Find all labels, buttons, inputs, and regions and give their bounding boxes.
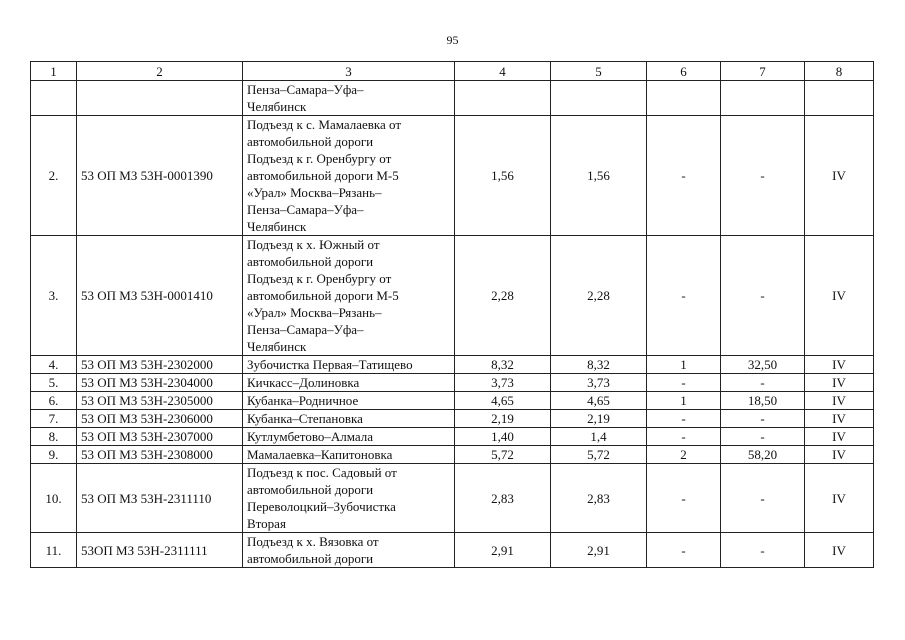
road-category: IV	[805, 533, 874, 568]
bridge-length: -	[721, 116, 805, 236]
bridge-length: -	[721, 236, 805, 356]
road-name	[243, 533, 455, 568]
row-number: 7.	[31, 410, 77, 428]
road-name-line: Челябинск	[247, 219, 307, 234]
roads-table	[30, 61, 874, 568]
length-total: 2,83	[455, 464, 551, 533]
table-row	[31, 464, 874, 533]
road-name-line: автомобильной дороги	[247, 134, 374, 149]
road-name-line: Пенза–Самара–Уфа–	[247, 202, 364, 217]
bridge-length	[721, 81, 805, 116]
length-value: 3,73	[551, 374, 647, 392]
road-name-line: автомобильной дороги	[247, 254, 374, 269]
road-name	[243, 446, 455, 464]
table-row	[31, 374, 874, 392]
road-category: IV	[805, 392, 874, 410]
road-name-line: «Урал» Москва–Рязань–	[247, 185, 382, 200]
road-name-line: «Урал» Москва–Рязань–	[247, 305, 382, 320]
bridge-length: -	[721, 428, 805, 446]
road-name	[243, 428, 455, 446]
row-number: 4.	[31, 356, 77, 374]
column-header: 7	[721, 62, 805, 81]
road-name	[243, 116, 455, 236]
length-value: 1,4	[551, 428, 647, 446]
road-id: 53 ОП МЗ 53Н-2304000	[77, 374, 243, 392]
road-category: IV	[805, 356, 874, 374]
bridge-length: -	[721, 464, 805, 533]
column-header: 1	[31, 62, 77, 81]
road-name-line: Пенза–Самара–Уфа–	[247, 82, 364, 97]
header-row	[31, 62, 874, 81]
road-name-line: Переволоцкий–Зубочистка	[247, 499, 396, 514]
length-total: 2,28	[455, 236, 551, 356]
road-name-line: Кубанка–Степановка	[247, 411, 363, 426]
bridge-count: 1	[647, 356, 721, 374]
road-id	[77, 81, 243, 116]
road-category: IV	[805, 446, 874, 464]
bridge-count: 2	[647, 446, 721, 464]
row-number: 3.	[31, 236, 77, 356]
road-name	[243, 464, 455, 533]
row-number: 8.	[31, 428, 77, 446]
length-value: 2,91	[551, 533, 647, 568]
road-name	[243, 374, 455, 392]
road-name-line: автомобильной дороги	[247, 482, 374, 497]
row-number: 11.	[31, 533, 77, 568]
road-name	[243, 392, 455, 410]
length-total	[455, 81, 551, 116]
table-row	[31, 446, 874, 464]
bridge-length: 18,50	[721, 392, 805, 410]
length-value: 5,72	[551, 446, 647, 464]
road-id: 53 ОП МЗ 53Н-2306000	[77, 410, 243, 428]
row-number: 2.	[31, 116, 77, 236]
bridge-length: 32,50	[721, 356, 805, 374]
road-id: 53 ОП МЗ 53Н-0001410	[77, 236, 243, 356]
table-row	[31, 392, 874, 410]
length-value	[551, 81, 647, 116]
bridge-count: -	[647, 464, 721, 533]
road-name-line: Подъезд к пос. Садовый от	[247, 465, 397, 480]
table-row	[31, 356, 874, 374]
road-name-line: Пенза–Самара–Уфа–	[247, 322, 364, 337]
road-name-line: Кичкасс–Долиновка	[247, 375, 360, 390]
road-name	[243, 410, 455, 428]
road-name-line: автомобильной дороги М-5	[247, 168, 399, 183]
length-value: 1,56	[551, 116, 647, 236]
road-category: IV	[805, 464, 874, 533]
length-value: 2,83	[551, 464, 647, 533]
bridge-count: 1	[647, 392, 721, 410]
row-number	[31, 81, 77, 116]
length-value: 8,32	[551, 356, 647, 374]
road-name	[243, 356, 455, 374]
row-number: 6.	[31, 392, 77, 410]
length-total: 3,73	[455, 374, 551, 392]
row-number: 10.	[31, 464, 77, 533]
bridge-count: -	[647, 236, 721, 356]
road-id: 53 ОП МЗ 53Н-0001390	[77, 116, 243, 236]
road-name-line: Подъезд к г. Оренбургу от	[247, 151, 392, 166]
length-value: 2,19	[551, 410, 647, 428]
road-name-line: Подъезд к с. Мамалаевка от	[247, 117, 402, 132]
bridge-count: -	[647, 428, 721, 446]
road-category	[805, 81, 874, 116]
road-name-line: Подъезд к х. Южный от	[247, 237, 380, 252]
table-row	[31, 428, 874, 446]
road-name-line: Подъезд к г. Оренбургу от	[247, 271, 392, 286]
road-id: 53 ОП МЗ 53Н-2305000	[77, 392, 243, 410]
road-name-line: автомобильной дороги М-5	[247, 288, 399, 303]
road-category: IV	[805, 428, 874, 446]
column-header: 2	[77, 62, 243, 81]
table-row	[31, 410, 874, 428]
length-value: 2,28	[551, 236, 647, 356]
road-id: 53ОП МЗ 53Н-2311111	[77, 533, 243, 568]
column-header: 8	[805, 62, 874, 81]
length-total: 5,72	[455, 446, 551, 464]
table-row	[31, 533, 874, 568]
road-name-line: Вторая	[247, 516, 286, 531]
road-name-line: Зубочистка Первая–Татищево	[247, 357, 413, 372]
length-total: 2,19	[455, 410, 551, 428]
length-total: 1,40	[455, 428, 551, 446]
table-row	[31, 236, 874, 356]
bridge-length: -	[721, 374, 805, 392]
road-category: IV	[805, 236, 874, 356]
road-name-line: Подъезд к х. Вязовка от	[247, 534, 379, 549]
length-total: 8,32	[455, 356, 551, 374]
column-header: 3	[243, 62, 455, 81]
page-number: 95	[446, 33, 459, 47]
road-name	[243, 236, 455, 356]
column-header: 6	[647, 62, 721, 81]
road-id: 53 ОП МЗ 53Н-2307000	[77, 428, 243, 446]
column-header: 5	[551, 62, 647, 81]
column-header: 4	[455, 62, 551, 81]
road-category: IV	[805, 410, 874, 428]
road-category: IV	[805, 374, 874, 392]
road-name-line: Мамалаевка–Капитоновка	[247, 447, 393, 462]
bridge-count: -	[647, 533, 721, 568]
length-value: 4,65	[551, 392, 647, 410]
table-row	[31, 81, 874, 116]
road-name-line: Кутлумбетово–Алмала	[247, 429, 374, 444]
bridge-count	[647, 81, 721, 116]
bridge-count: -	[647, 116, 721, 236]
bridge-length: -	[721, 533, 805, 568]
bridge-count: -	[647, 410, 721, 428]
length-total: 2,91	[455, 533, 551, 568]
length-total: 1,56	[455, 116, 551, 236]
road-name-line: Челябинск	[247, 339, 307, 354]
bridge-length: -	[721, 410, 805, 428]
road-id: 53 ОП МЗ 53Н-2311110	[77, 464, 243, 533]
road-category: IV	[805, 116, 874, 236]
road-name-line: Кубанка–Родничное	[247, 393, 359, 408]
road-id: 53 ОП МЗ 53Н-2302000	[77, 356, 243, 374]
bridge-length: 58,20	[721, 446, 805, 464]
road-name-line: Челябинск	[247, 99, 307, 114]
road-name	[243, 81, 455, 116]
row-number: 5.	[31, 374, 77, 392]
table-row	[31, 116, 874, 236]
road-id: 53 ОП МЗ 53Н-2308000	[77, 446, 243, 464]
road-name-line: автомобильной дороги	[247, 551, 374, 566]
length-total: 4,65	[455, 392, 551, 410]
bridge-count: -	[647, 374, 721, 392]
row-number: 9.	[31, 446, 77, 464]
